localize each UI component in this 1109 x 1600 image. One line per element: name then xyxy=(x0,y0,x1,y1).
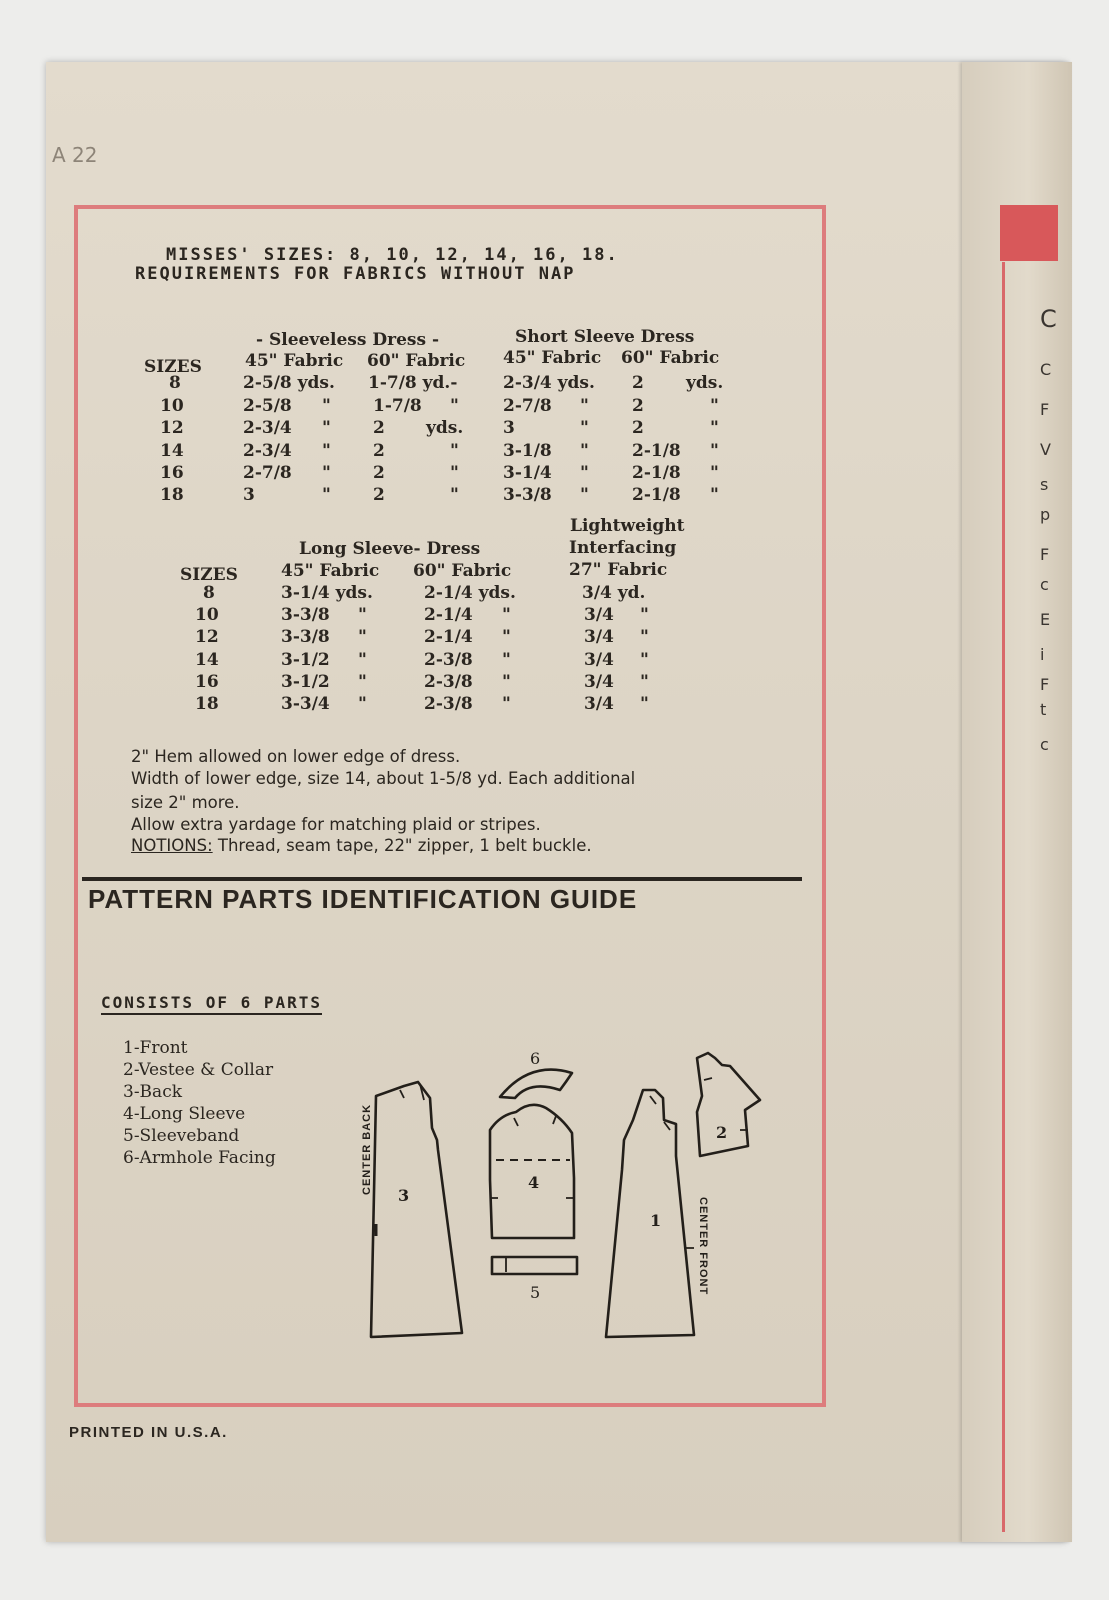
table1-cell: " xyxy=(450,485,459,505)
table1-cell: 2 xyxy=(632,396,644,416)
table2-size: 16 xyxy=(195,672,219,692)
flap-letter: F xyxy=(1040,545,1050,564)
table2-cell: " xyxy=(640,605,649,625)
table2-cell: " xyxy=(640,627,649,647)
table2-cell: " xyxy=(640,694,649,714)
note-plaid: Allow extra yardage for matching plaid or stripes. xyxy=(131,815,541,834)
guide-title: PATTERN PARTS IDENTIFICATION GUIDE xyxy=(88,884,638,914)
flap-letter: s xyxy=(1040,475,1049,494)
flap-letter: p xyxy=(1040,505,1051,524)
piece-sleeveband xyxy=(492,1257,577,1274)
table1-cell: 2-1/8 xyxy=(632,485,681,505)
group-sleeveless: - Sleeveless Dress - xyxy=(256,330,439,350)
table2-cell: 3-1/4 yds. xyxy=(281,583,373,603)
table1-cell: 2 xyxy=(373,441,385,461)
col-45-long: 45" Fabric xyxy=(281,561,380,581)
table1-cell: 2 xyxy=(632,418,644,438)
table1-cell: " xyxy=(710,485,719,505)
table1-cell: " xyxy=(580,485,589,505)
flap-letter: c xyxy=(1040,735,1049,754)
table2-cell: " xyxy=(640,672,649,692)
table1-cell: " xyxy=(710,396,719,416)
table1-cell: " xyxy=(450,463,459,483)
piece-number-3: 3 xyxy=(398,1186,410,1205)
table2-cell: 3-3/4 xyxy=(281,694,330,714)
part-item: 3-Back xyxy=(123,1082,183,1102)
part-item: 4-Long Sleeve xyxy=(123,1104,246,1124)
table1-cell: 3-1/8 xyxy=(503,441,552,461)
table1-size: 8 xyxy=(169,373,181,393)
piece-number-1: 1 xyxy=(650,1211,662,1230)
table1-cell: 1-7/8 yd.- xyxy=(368,373,458,393)
table1-cell: " xyxy=(580,418,589,438)
table2-cell: 2-3/8 xyxy=(424,650,473,670)
table1-size: 16 xyxy=(160,463,184,483)
table2-size: 18 xyxy=(195,694,219,714)
table1-cell: 2-5/8 yds. xyxy=(243,373,335,393)
col-60-sleeveless: 60" Fabric xyxy=(367,351,466,371)
table2-cell: 3-1/2 xyxy=(281,650,330,670)
col-27-interfacing: 27" Fabric xyxy=(569,560,668,580)
table1-cell: 2-5/8 xyxy=(243,396,292,416)
flap-letter: F xyxy=(1040,400,1050,419)
table1-cell: 1-7/8 xyxy=(373,396,422,416)
table1-cell: " xyxy=(580,441,589,461)
table1-cell: " xyxy=(322,463,331,483)
table1-cell: " xyxy=(580,396,589,416)
printed-in-usa: PRINTED IN U.S.A. xyxy=(69,1424,228,1441)
table2-cell: 3-3/8 xyxy=(281,605,330,625)
col-sizes-2: SIZES xyxy=(180,565,238,585)
notions-text: Thread, seam tape, 22" zipper, 1 belt buckle. xyxy=(212,836,592,855)
note-hem: 2" Hem allowed on lower edge of dress. xyxy=(131,747,461,766)
piece-back xyxy=(371,1082,462,1337)
table2-cell: " xyxy=(358,627,367,647)
flap-letter: V xyxy=(1040,440,1051,459)
table1-cell: " xyxy=(322,418,331,438)
table1-cell: " xyxy=(322,485,331,505)
table2-cell: 2-1/4 xyxy=(424,605,473,625)
table2-cell: 2-3/8 xyxy=(424,694,473,714)
piece-number-4: 4 xyxy=(528,1173,540,1192)
note-width-2: size 2" more. xyxy=(131,793,240,812)
label-center-back: CENTER BACK xyxy=(361,1103,373,1195)
table2-cell: " xyxy=(358,650,367,670)
table2-size: 14 xyxy=(195,650,219,670)
flap-letter: F xyxy=(1040,675,1050,694)
note-width-1: Width of lower edge, size 14, about 1-5/8 yd. Each additional xyxy=(131,769,636,788)
table1-size: 18 xyxy=(160,485,184,505)
table1-size: 14 xyxy=(160,441,184,461)
table1-cell: 2-1/8 xyxy=(632,463,681,483)
table1-cell: " xyxy=(710,418,719,438)
table1-cell: 2 xyxy=(373,418,385,438)
table1-cell: " xyxy=(322,396,331,416)
table2-cell: 3/4 xyxy=(584,672,614,692)
group-short-sleeve: Short Sleeve Dress xyxy=(515,327,695,347)
group-interfacing-2: Interfacing xyxy=(569,538,677,558)
table1-cell: 3 xyxy=(503,418,515,438)
part-item: 6-Armhole Facing xyxy=(123,1148,276,1168)
group-interfacing-1: Lightweight xyxy=(570,516,685,536)
table1-cell: 2 xyxy=(632,373,644,393)
table2-cell: " xyxy=(502,672,511,692)
flap-letter: E xyxy=(1040,610,1051,629)
table2-cell: 3-1/2 xyxy=(281,672,330,692)
table2-cell: 3/4 xyxy=(584,694,614,714)
table2-size: 12 xyxy=(195,627,219,647)
table2-size: 8 xyxy=(203,583,215,603)
piece-sleeve xyxy=(490,1105,574,1238)
piece-number-2: 2 xyxy=(716,1123,728,1142)
label-center-front: CENTER FRONT xyxy=(697,1197,709,1296)
table2-cell: 2-1/4 xyxy=(424,627,473,647)
table1-cell: 2 xyxy=(373,485,385,505)
consists-heading: CONSISTS OF 6 PARTS xyxy=(101,993,322,1015)
table1-cell: " xyxy=(322,441,331,461)
col-60-long: 60" Fabric xyxy=(413,561,512,581)
table1-cell: 2-3/4 xyxy=(243,441,292,461)
col-sizes-1: SIZES xyxy=(144,357,202,377)
table2-cell: " xyxy=(502,627,511,647)
table2-cell: " xyxy=(358,672,367,692)
table1-cell: 2-7/8 xyxy=(243,463,292,483)
table1-size: 12 xyxy=(160,418,184,438)
sizes-title: MISSES' SIZES: 8, 10, 12, 14, 16, 18. xyxy=(166,245,619,265)
table2-cell: 3-3/8 xyxy=(281,627,330,647)
table2-cell: 3/4 xyxy=(584,650,614,670)
piece-vestee-collar xyxy=(697,1053,760,1156)
table2-cell: " xyxy=(502,605,511,625)
table2-cell: " xyxy=(358,694,367,714)
col-45-short: 45" Fabric xyxy=(503,348,602,368)
table2-cell: 3/4 xyxy=(584,627,614,647)
col-60-short: 60" Fabric xyxy=(621,348,720,368)
col-45-sleeveless: 45" Fabric xyxy=(245,351,344,371)
table1-size: 10 xyxy=(160,396,184,416)
table1-cell: 2-7/8 xyxy=(503,396,552,416)
table1-cell: 2 xyxy=(373,463,385,483)
flap-letter: C xyxy=(1040,305,1057,333)
flap-letter: t xyxy=(1040,700,1047,719)
flap-letter: c xyxy=(1040,575,1049,594)
table2-cell: " xyxy=(358,605,367,625)
table1-cell: " xyxy=(450,441,459,461)
table1-cell: " xyxy=(450,396,459,416)
table1-cell: 3 xyxy=(243,485,255,505)
table1-cell: " xyxy=(710,441,719,461)
flap-letter: i xyxy=(1040,645,1045,664)
part-item: 2-Vestee & Collar xyxy=(123,1060,274,1080)
table1-cell: yds. xyxy=(686,373,724,393)
part-item: 1-Front xyxy=(123,1038,188,1058)
table1-cell: " xyxy=(580,463,589,483)
table1-cell: 2-3/4 yds. xyxy=(503,373,595,393)
part-item: 5-Sleeveband xyxy=(123,1126,240,1146)
table1-cell: yds. xyxy=(426,418,464,438)
table2-cell: 3/4 xyxy=(584,605,614,625)
piece-number-6: 6 xyxy=(530,1049,541,1068)
table1-cell: " xyxy=(710,463,719,483)
pencil-mark: A 22 xyxy=(52,143,98,167)
piece-number-5: 5 xyxy=(530,1283,541,1302)
group-long-sleeve: Long Sleeve- Dress xyxy=(299,539,481,559)
table2-cell: " xyxy=(640,650,649,670)
requirements-title: REQUIREMENTS FOR FABRICS WITHOUT NAP xyxy=(135,264,576,284)
table2-cell: " xyxy=(502,694,511,714)
piece-armhole-facing xyxy=(500,1070,572,1098)
table2-size: 10 xyxy=(195,605,219,625)
table1-cell: 2-1/8 xyxy=(632,441,681,461)
table1-cell: 2-3/4 xyxy=(243,418,292,438)
table2-cell: 2-3/8 xyxy=(424,672,473,692)
table2-cell: " xyxy=(502,650,511,670)
notions-label: NOTIONS: xyxy=(131,836,213,855)
flap-letter: C xyxy=(1040,360,1052,379)
table1-cell: 3-3/8 xyxy=(503,485,552,505)
table2-cell: 3/4 yd. xyxy=(582,583,646,603)
table1-cell: 3-1/4 xyxy=(503,463,552,483)
table2-cell: 2-1/4 yds. xyxy=(424,583,516,603)
